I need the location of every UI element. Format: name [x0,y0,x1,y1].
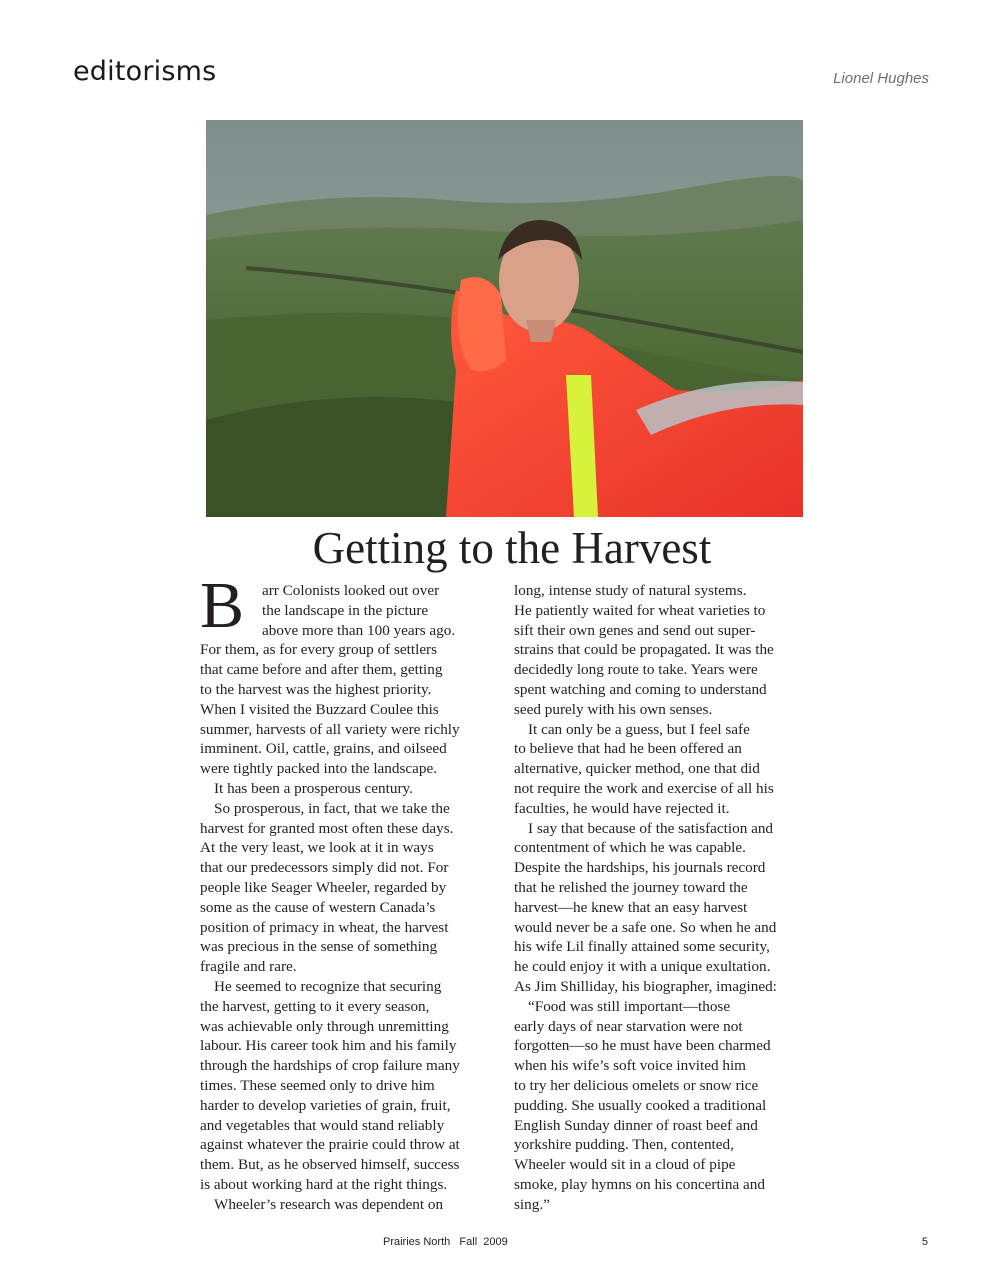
landscape-photo [206,120,803,517]
text-line: summer, harvests of all variety were richly [200,720,460,738]
text-line: As Jim Shilliday, his biographer, imagined: [514,977,777,995]
text-line: some as the cause of western Canada’s [200,898,436,916]
text-line: long, intense study of natural systems. [514,582,747,599]
text-line: and vegetables that would stand reliably [200,1116,445,1134]
text-line: to believe that had he been offered an [514,740,742,758]
text-line: was precious in the sense of something [200,938,438,956]
text-line: to try her delicious omelets or snow rice [514,1076,759,1094]
text-line: the harvest, getting to it every season, [200,997,430,1015]
text-line: against whatever the prairie could throw at [200,1136,460,1154]
text-line: spent watching and coming to understand [514,680,767,698]
article-column-left [200,581,500,1215]
text-line: It has been a prosperous century. [214,779,413,797]
text-line: When I visited the Buzzard Coulee this [200,700,439,718]
text-line: seed purely with his own senses. [514,700,713,718]
author-name: Lionel Hughes [833,70,929,87]
text-line: imminent. Oil, cattle, grains, and oilseed [200,740,447,758]
text-line: He patiently waited for wheat varieties to [514,601,766,619]
text-line: English Sunday dinner of roast beef and [514,1116,758,1134]
text-line: Wheeler’s research was dependent on [214,1195,444,1213]
text-line: was achievable only through unremitting [200,1017,449,1035]
text-line: not require the work and exercise of all his [514,779,774,797]
text-line: sift their own genes and send out super- [514,621,756,639]
text-line: harvest—he knew that an easy harvest [514,898,748,916]
text-line: arr Colonists looked out over [262,582,440,599]
article-title: Getting to the Harvest [312,523,712,573]
text-line: At the very least, we look at it in ways [200,839,434,857]
text-line: harder to develop varieties of grain, fruit, [200,1096,451,1114]
text-line: smoke, play hymns on his concertina and [514,1175,765,1193]
text-line: decidedly long route to take. Years were [514,661,758,679]
text-line: labour. His career took him and his family [200,1037,457,1055]
text-line: position of primacy in wheat, the harvest [200,918,449,936]
text-line: people like Seager Wheeler, regarded by [200,878,447,896]
text-line: them. But, as he observed himself, success [200,1156,460,1174]
text-line: would never be a safe one. So when he and [514,918,777,936]
text-line: that came before and after them, getting [200,661,443,679]
text-line: “Food was still important—those [528,997,731,1015]
drop-cap: B [200,569,245,642]
text-line: strains that could be propagated. It was the [514,641,774,659]
section-title: editorisms [73,56,217,87]
text-line: he could enjoy it with a unique exultation. [514,958,771,976]
text-line: through the hardships of crop failure many [200,1057,460,1075]
text-line: is about working hard at the right things. [200,1175,448,1193]
text-line: yorkshire pudding. Then, contented, [514,1136,734,1154]
text-line: I say that because of the satisfaction and [528,819,774,837]
page-number: 5 [921,1236,928,1248]
text-line: pudding. She usually cooked a traditional [514,1096,767,1114]
article-column-right [514,581,814,1215]
text-line: early days of near starvation were not [514,1017,743,1035]
text-line: that our predecessors simply did not. For [200,859,449,877]
text-line: forgotten—so he must have been charmed [514,1037,771,1055]
text-line: contentment of which he was capable. [514,839,746,857]
text-line: harvest for granted most often these days. [200,819,454,837]
text-line: were tightly packed into the landscape. [200,760,438,778]
text-line: to the harvest was the highest priority. [200,680,432,698]
text-line: faculties, he would have rejected it. [514,799,730,817]
text-line: He seemed to recognize that securing [214,977,442,995]
publication-footer: Prairies North Fall 2009 [383,1236,508,1248]
text-line: when his wife’s soft voice invited him [514,1057,746,1075]
text-line: that he relished the journey toward the [514,878,748,896]
text-line: the landscape in the picture [262,601,429,619]
text-line: times. These seemed only to drive him [200,1076,435,1094]
text-line: his wife Lil finally attained some security, [514,938,770,956]
text-line: So prosperous, in fact, that we take the [214,799,450,817]
text-line: sing.” [514,1195,550,1213]
text-line: above more than 100 years ago. [262,621,456,639]
text-line: For them, as for every group of settlers [200,641,438,659]
text-line: Despite the hardships, his journals record [514,859,766,877]
text-line: It can only be a guess, but I feel safe [528,720,750,738]
text-line: alternative, quicker method, one that did [514,760,760,778]
text-line: Wheeler would sit in a cloud of pipe [514,1156,736,1174]
text-line: fragile and rare. [200,958,297,976]
